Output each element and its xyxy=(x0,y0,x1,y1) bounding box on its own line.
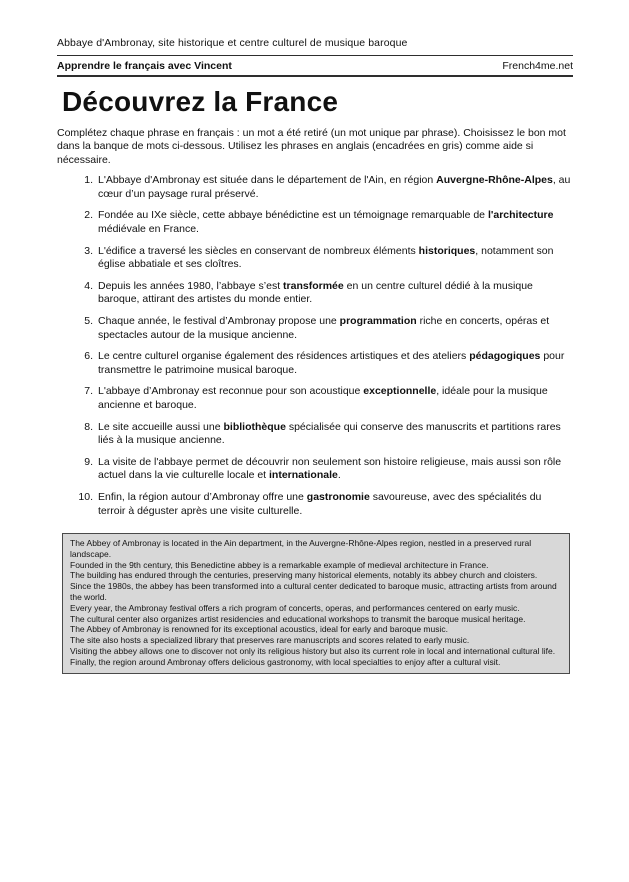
exercise-item-number: 6. xyxy=(84,350,93,363)
exercise-item-text xyxy=(98,315,573,342)
exercise-item-text xyxy=(98,174,573,201)
exercise-item-text xyxy=(98,385,573,412)
exercise-item-text-pre: L'abbaye d’Ambronay est reconnue pour son acoustique xyxy=(98,385,364,398)
exercise-item-text xyxy=(98,280,573,307)
exercise-item-text-post: , au cœur d’un paysage rural préservé. xyxy=(98,174,571,200)
translation-line: Founded in the 9th century, this Benedictine abbey is a remarkable example of medieval architecture in France. xyxy=(70,559,489,570)
exercise-item-text xyxy=(98,491,573,518)
exercise-item-text-post: médiévale en France. xyxy=(98,223,199,235)
exercise-item-number: 8. xyxy=(84,420,93,433)
exercise-item-text-pre: L'édifice a traversé les siècles en conservant de nombreux éléments xyxy=(98,244,419,257)
exercise-item-number: 9. xyxy=(84,455,93,468)
exercise-item xyxy=(57,245,573,272)
page-title: Découvrez la France xyxy=(62,86,339,117)
exercise-item-number: 2. xyxy=(84,209,93,222)
translation-line: The Abbey of Ambronay is renowned for its exceptional acoustics, ideal for early and baroque music. xyxy=(70,624,448,635)
exercise-item xyxy=(57,421,573,448)
exercise-missing-word: gastronomie xyxy=(306,490,370,503)
translation-box xyxy=(62,533,570,674)
exercise-item-number: 1. xyxy=(84,174,93,187)
exercise-item-text xyxy=(98,421,573,448)
exercise-item-text-post: , notamment son église abbatiale et ses cloîtres. xyxy=(98,244,554,271)
exercise-missing-word: programmation xyxy=(339,314,417,327)
exercise-item-text-pre: L'Abbaye d'Ambronay est située dans le département de l'Ain, en région xyxy=(98,174,437,187)
brand-bar xyxy=(57,56,573,77)
exercise-item xyxy=(57,456,573,483)
exercise-item-text-post: riche en concerts, opéras et spectacles autour de la musique ancienne. xyxy=(98,314,550,341)
translation-line: Visiting the abbey allows one to discover not only its religious history but also its current role in local and international cultural life. xyxy=(70,646,556,657)
exercise-missing-word: bibliothèque xyxy=(223,420,286,433)
exercise-item xyxy=(57,209,573,236)
document-subtitle: Abbaye d'Ambronay, site historique et centre culturel de musique baroque xyxy=(57,37,573,56)
exercise-item-text-pre: Chaque année, le festival d’Ambronay propose une xyxy=(98,314,340,327)
exercise-missing-word: internationale xyxy=(269,469,338,482)
exercise-item-number: 4. xyxy=(84,279,93,292)
exercise-missing-word: exceptionnelle xyxy=(363,385,437,398)
exercise-item-text-post: . xyxy=(337,469,341,482)
translation-line: Every year, the Ambronay festival offers a rich program of concerts, operas, and performances centered on early music. xyxy=(70,602,520,613)
exercise-item xyxy=(57,280,573,307)
exercise-list xyxy=(57,174,573,518)
translation-line: Finally, the region around Ambronay offers delicious gastronomy, with local specialties to enjoy after a cultural visit. xyxy=(70,656,501,667)
exercise-missing-word: pédagogiques xyxy=(469,350,541,363)
exercise-item xyxy=(57,174,573,201)
exercise-item-text-pre: Fondée au IXe siècle, cette abbaye bénédictine est un témoignage remarquable de xyxy=(98,209,488,222)
exercise-item-number: 5. xyxy=(84,314,93,327)
exercise-item xyxy=(57,385,573,412)
exercise-missing-word: Auvergne-Rhône-Alpes xyxy=(436,174,553,187)
exercise-item-text-pre: Enfin, la région autour d’Ambronay offre une xyxy=(98,490,307,503)
exercise-item-text-post: spécialisée qui conserve des manuscrits et partitions rares liés à la musique ancienne. xyxy=(98,420,561,447)
translation-line: Since the 1980s, the abbey has been transformed into a cultural center dedicated to baroque music, attracting artists from around the world. xyxy=(70,581,557,603)
translation-line: The building has endured through the centuries, preserving many historical elements, notably its abbey church and cloisters. xyxy=(70,570,538,581)
exercise-item-text-post: savoureuse, avec des spécialités du terroir à déguster après une visite culturelle. xyxy=(98,490,542,517)
exercise-item-text-post: en un centre culturel dédié à la musique baroque, attirant des artistes du monde entier. xyxy=(98,279,533,306)
exercise-item-text-post: , idéale pour la musique ancienne et baroque. xyxy=(98,385,548,411)
exercise-item-text-post: pour transmettre le patrimoine musical baroque. xyxy=(98,350,565,376)
translation-line: The site also hosts a specialized library that preserves rare manuscripts and scores related to early music. xyxy=(70,635,470,646)
brand-website: French4me.net xyxy=(502,60,573,72)
exercise-item-text xyxy=(98,209,573,236)
exercise-item-number: 10. xyxy=(78,490,93,503)
brand-name: Apprendre le français avec Vincent xyxy=(57,60,232,72)
exercise-item-text-pre: Le centre culturel organise également des résidences artistiques et des ateliers xyxy=(98,350,470,363)
translation-line: The Abbey of Ambronay is located in the Ain department, in the Auvergne-Rhône-Alpes region, nestled in a preserved rural landscape. xyxy=(70,538,532,559)
exercise-item-number: 7. xyxy=(84,385,93,398)
exercise-item-text-pre: Depuis les années 1980, l’abbaye s’est xyxy=(98,279,284,292)
instructions-text: Complétez chaque phrase en français : un mot a été retiré (un mot unique par phrase). Choisissez le bon mot dans la banque de mots ci-dessous. Utilisez les phrases en anglais (encadrées en gris) comme aide si nécessaire. xyxy=(57,127,566,166)
exercise-missing-word: transformée xyxy=(283,279,344,292)
exercise-item-text-pre: La visite de l'abbaye permet de découvrir non seulement son histoire religieuse, mais aussi son rôle actuel dans la vie culturelle locale et xyxy=(98,455,562,482)
exercise-missing-word: historiques xyxy=(418,244,476,257)
exercise-item xyxy=(57,491,573,518)
translation-line: The cultural center also organizes artist residencies and educational workshops to transmit the baroque musical heritage. xyxy=(70,613,526,624)
exercise-item-text xyxy=(98,456,573,483)
exercise-item-text xyxy=(98,245,573,272)
exercise-item xyxy=(57,350,573,377)
exercise-item-text-pre: Le site accueille aussi une xyxy=(98,420,224,433)
exercise-missing-word: l'architecture xyxy=(487,209,554,222)
exercise-item-number: 3. xyxy=(84,244,93,257)
exercise-item-text xyxy=(98,350,573,377)
exercise-item xyxy=(57,315,573,342)
